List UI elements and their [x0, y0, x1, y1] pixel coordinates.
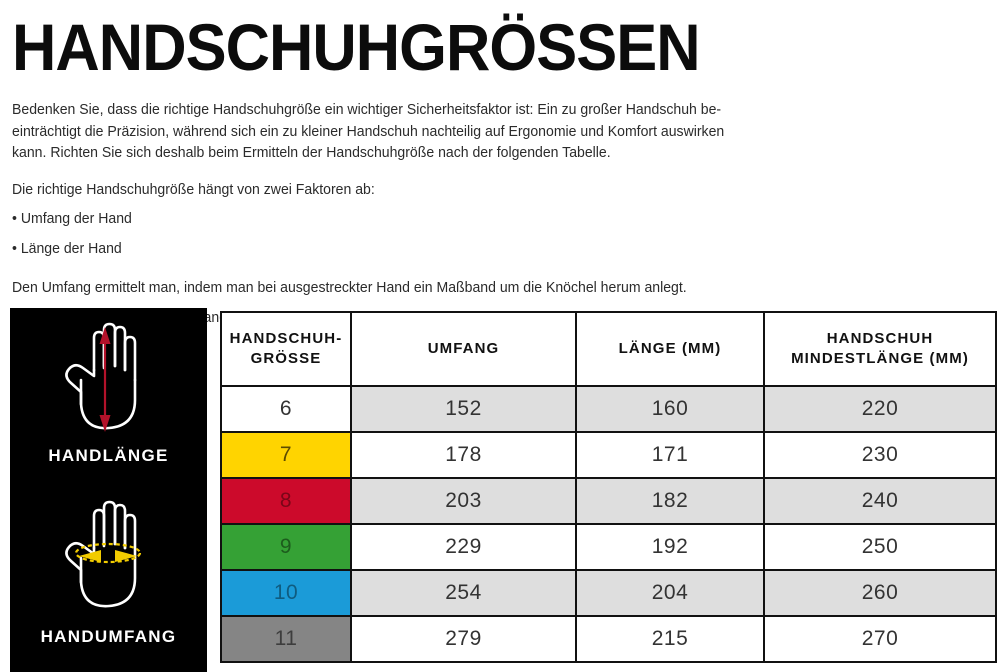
factors-lead: Die richtige Handschuhgröße hängt von zwei Faktoren ab:: [12, 181, 375, 198]
spacer: [12, 231, 976, 239]
bullet-laenge: • Länge der Hand: [12, 240, 122, 257]
cell-laenge: 182: [576, 478, 764, 524]
header-mindestlaenge: [764, 312, 996, 386]
table-header-row: [221, 312, 996, 386]
header-umfang: UMFANG: [351, 312, 576, 386]
cell-size: 7: [221, 432, 351, 478]
table-row: [221, 616, 996, 662]
header-glove-size-line1: HANDSCHUH-: [229, 330, 343, 347]
spacer: [12, 172, 976, 180]
cell-mindestlaenge: 220: [764, 386, 996, 432]
cell-umfang: 229: [351, 524, 576, 570]
spacer: [12, 300, 976, 308]
diagram-panel: [10, 308, 207, 672]
intro-text-block: [12, 100, 976, 329]
diagram-label-hand-circumference: HANDUMFANG: [40, 627, 177, 646]
diagram-hand-length: [10, 308, 207, 490]
cell-umfang: 254: [351, 570, 576, 616]
glove-size-table: [220, 311, 997, 663]
hand-circumference-icon: [39, 496, 179, 621]
bullet-umfang: • Umfang der Hand: [12, 211, 132, 227]
header-mindestlaenge-line1: HANDSCHUH: [826, 330, 934, 347]
header-glove-size-line2: GRÖSSE: [250, 350, 322, 367]
cell-umfang: 152: [351, 386, 576, 432]
cell-mindestlaenge: 240: [764, 478, 996, 524]
hand-length-icon: [39, 318, 179, 443]
intro-line-2: einträchtigt die Präzision, während sich ein zu kleiner Handschuh nachteilig auf Ergonomie und Komfort auswirken: [12, 123, 725, 140]
cell-size: 9: [221, 524, 351, 570]
cell-umfang: 279: [351, 616, 576, 662]
cell-laenge: 160: [576, 386, 764, 432]
cell-size: 10: [221, 570, 351, 616]
lower-section: [0, 308, 1000, 672]
cell-laenge: 171: [576, 432, 764, 478]
cell-laenge: 204: [576, 570, 764, 616]
intro-line-3: kann. Richten Sie sich deshalb beim Ermitteln der Handschuhgröße nach der folgenden Tabelle.: [12, 145, 611, 161]
cell-laenge: 192: [576, 524, 764, 570]
spacer: [12, 201, 976, 209]
cell-size: 6: [221, 386, 351, 432]
cell-umfang: 203: [351, 478, 576, 524]
header-laenge: LÄNGE (MM): [576, 312, 764, 386]
table-row: [221, 432, 996, 478]
header-glove-size: [221, 312, 351, 386]
table-row: [221, 478, 996, 524]
cell-laenge: 215: [576, 616, 764, 662]
page-title: HANDSCHUHGRÖSSEN: [12, 10, 700, 84]
intro-paragraph: [12, 100, 976, 165]
cell-size: 8: [221, 478, 351, 524]
header-mindestlaenge-line2: MINDESTLÄNGE (MM): [791, 350, 969, 367]
closing-line-1: Den Umfang ermittelt man, indem man bei ausgestreckter Hand ein Maßband um die Knöchel herum anlegt.: [12, 280, 687, 296]
cell-mindestlaenge: 260: [764, 570, 996, 616]
cell-mindestlaenge: 230: [764, 432, 996, 478]
table-row: [221, 570, 996, 616]
cell-size: 11: [221, 616, 351, 662]
cell-umfang: 178: [351, 432, 576, 478]
cell-mindestlaenge: 270: [764, 616, 996, 662]
cell-mindestlaenge: 250: [764, 524, 996, 570]
table-row: [221, 386, 996, 432]
table-row: [221, 524, 996, 570]
intro-line-1: Bedenken Sie, dass die richtige Handschuhgröße ein wichtiger Sicherheitsfaktor ist: Ein zu großer Handschuh be-: [12, 102, 722, 118]
spacer: [12, 260, 976, 278]
diagram-hand-circumference: [10, 490, 207, 672]
diagram-label-hand-length: HANDLÄNGE: [48, 446, 169, 465]
